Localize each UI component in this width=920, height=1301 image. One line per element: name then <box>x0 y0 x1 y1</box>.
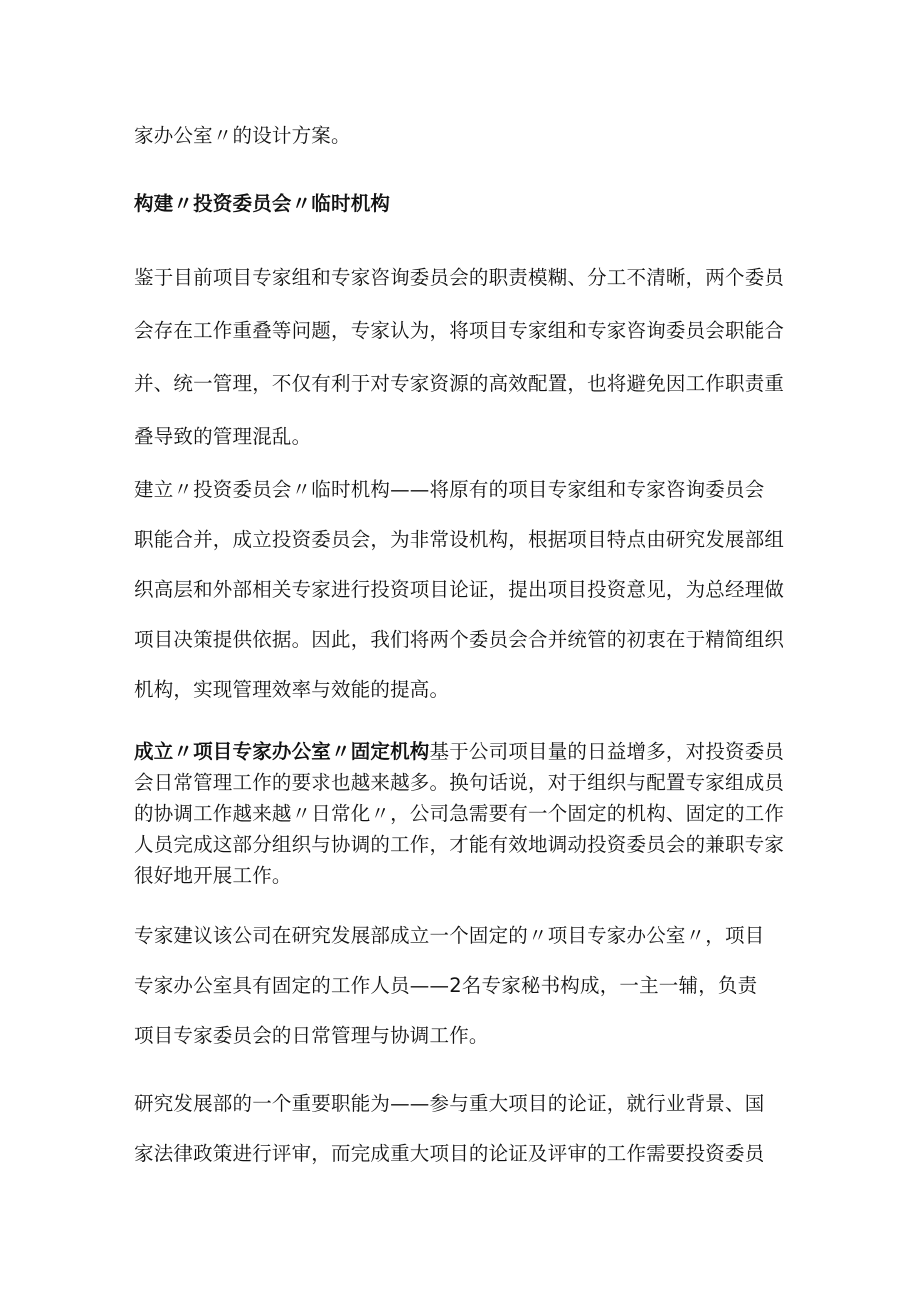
inline-bold-heading: 成立〃项目专家办公室〃固定机构 <box>134 740 430 763</box>
text-line: 项目专家委员会的日常管理与协调工作。 <box>134 1024 489 1047</box>
text-line: 很好地开展工作。 <box>134 864 292 887</box>
paragraph-recommendation <box>134 911 798 1061</box>
text-line: 建立〃投资委员会〃临时机构——将原有的项目专家组和专家咨询委员会 <box>134 478 765 501</box>
heading-text: 构建〃投资委员会〃临时机构 <box>134 192 391 215</box>
paragraph-investment-committee <box>134 465 798 715</box>
text-line: 职能合并，成立投资委员会，为非常设机构，根据项目特点由研究发展部组 <box>134 528 785 551</box>
section-heading <box>134 184 798 224</box>
text-line: 专家建议该公司在研究发展部成立一个固定的〃项目专家办公室〃，项目 <box>134 924 765 947</box>
text-line: 叠导致的管理混乱。 <box>134 425 312 448</box>
text-line: 家办公室〃的设计方案。 <box>134 124 351 147</box>
text-line: 专家办公室具有固定的工作人员——2名专家秘书构成，一主一辅，负责 <box>134 974 758 997</box>
text-line: 鉴于目前项目专家组和专家咨询委员会的职责模糊、分工不清晰，两个委员 <box>134 266 785 289</box>
text-line: 会日常管理工作的要求也越来越多。换句话说，对于组织与配置专家组成员 <box>134 771 785 794</box>
paragraph-intro-fragment <box>134 116 798 156</box>
paragraph-rationale <box>134 251 798 463</box>
inline-text: 基于公司项目量的日益增多，对投资委员 <box>429 740 785 763</box>
text-line: 家法律政策进行评审，而完成重大项目的论证及评审的工作需要投资委员 <box>134 1142 765 1165</box>
text-line: 的协调工作越来越〃日常化〃，公司急需要有一个固定的机构、固定的工作 <box>134 802 785 825</box>
text-line <box>134 736 798 767</box>
text-line: 研究发展部的一个重要职能为——参与重大项目的论证，就行业背景、国 <box>134 1092 765 1115</box>
paragraph-expert-office <box>134 736 798 891</box>
text-line: 织高层和外部相关专家进行投资项目论证，提出项目投资意见，为总经理做 <box>134 578 785 601</box>
text-line: 机构，实现管理效率与效能的提高。 <box>134 678 450 701</box>
text-line: 并、统一管理，不仅有利于对专家资源的高效配置，也将避免因工作职责重 <box>134 372 785 395</box>
text-line: 人员完成这部分组织与协调的工作，才能有效地调动投资委员会的兼职专家 <box>134 833 785 856</box>
text-line: 会存在工作重叠等问题，专家认为，将项目专家组和专家咨询委员会职能合 <box>134 319 785 342</box>
paragraph-rd-department <box>134 1079 798 1179</box>
text-line: 项目决策提供依据。因此，我们将两个委员会合并统管的初衷在于精简组织 <box>134 628 785 651</box>
